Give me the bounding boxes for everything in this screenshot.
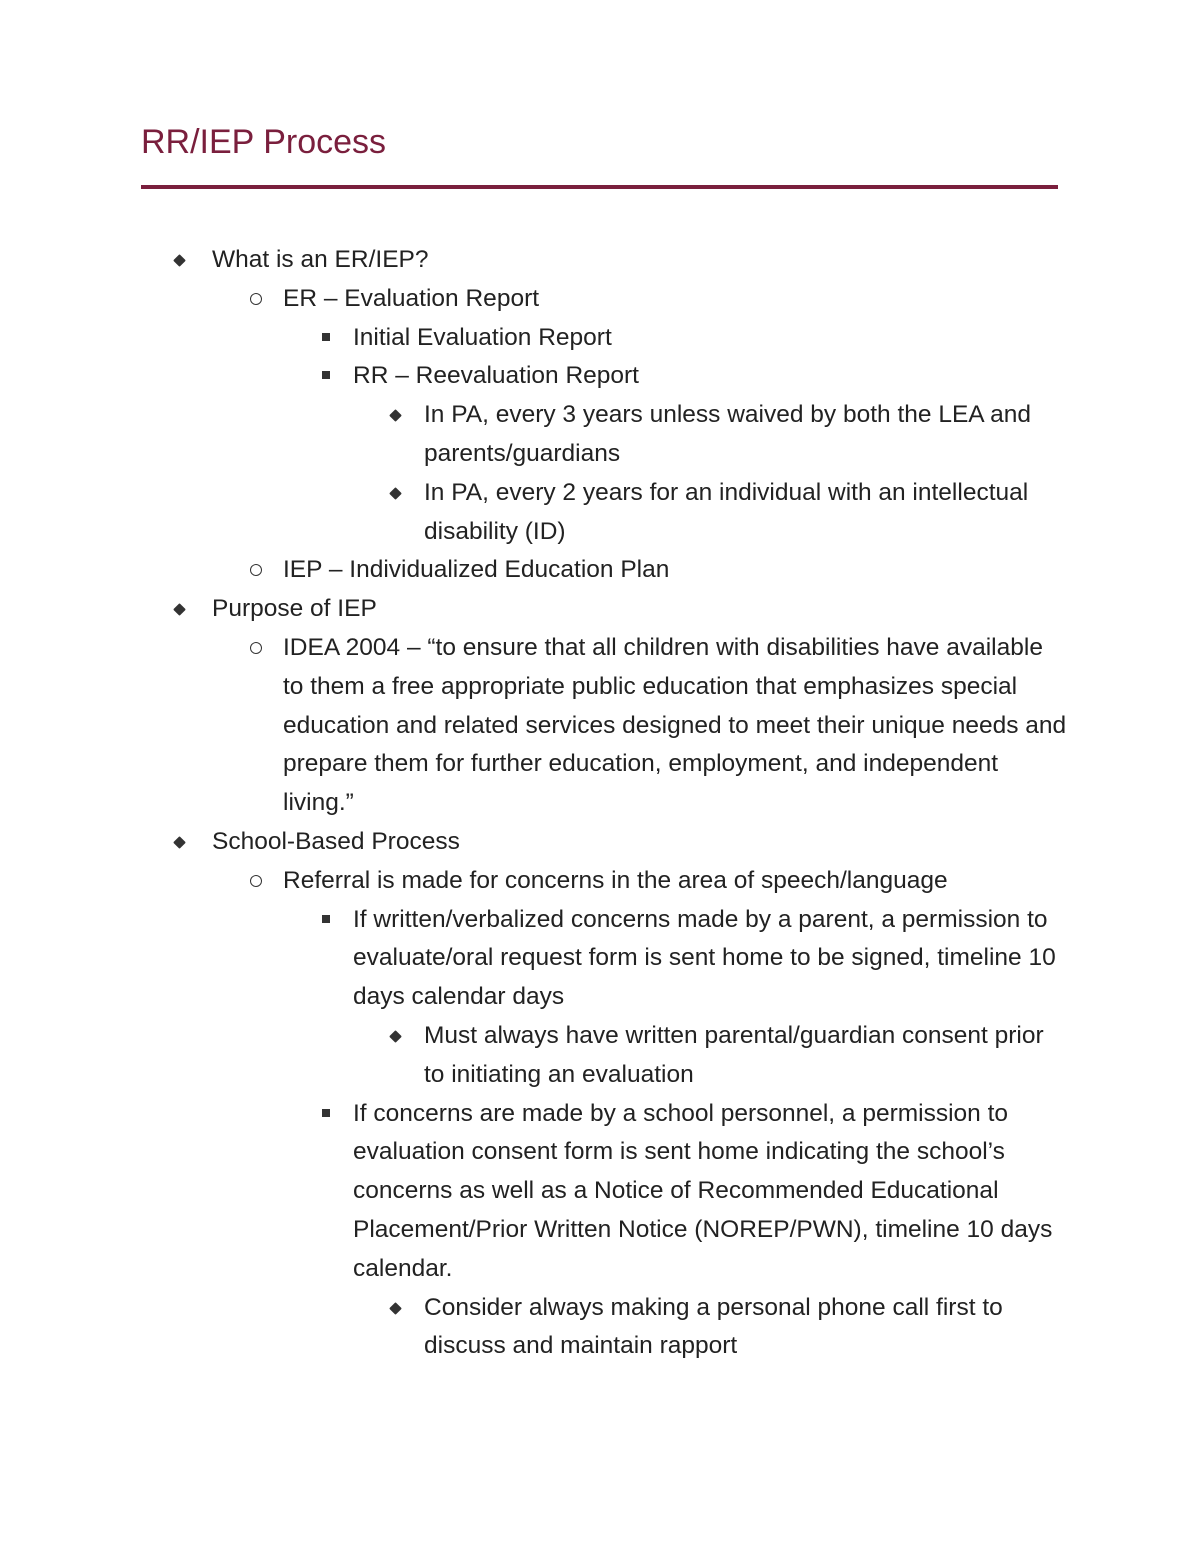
list-item-text: Referral is made for concerns in the area of speech/language xyxy=(283,866,948,894)
list-item xyxy=(0,396,1200,474)
list-item xyxy=(0,629,1200,823)
circle-bullet-icon xyxy=(248,862,272,901)
diamond-bullet-icon xyxy=(171,241,195,280)
title-rule xyxy=(141,185,1058,189)
list-item-text: What is an ER/IEP? xyxy=(212,246,429,273)
circle-bullet-icon xyxy=(248,629,272,668)
diamond-bullet-icon xyxy=(171,823,195,862)
list-item-text: IEP – Individualized Education Plan xyxy=(283,556,670,584)
list-item xyxy=(0,823,1200,862)
list-item xyxy=(0,474,1200,552)
list-item xyxy=(0,319,1200,358)
list-item-text: Purpose of IEP xyxy=(212,595,377,623)
list-item-text: Consider always making a personal phone call first to discuss and maintain rapport xyxy=(424,1293,1003,1360)
diamond-bullet-icon xyxy=(387,396,411,435)
diamond-bullet-icon xyxy=(171,590,195,629)
list-item xyxy=(0,1095,1200,1289)
list-item-text: School-Based Process xyxy=(212,827,460,855)
list-item xyxy=(0,357,1200,396)
list-item-text: If written/verbalized concerns made by a parent, a permission to evaluate/oral request form is sent home to be signed, timeline 10 days calendar days xyxy=(353,905,1056,1011)
list-item xyxy=(0,551,1200,590)
list-item xyxy=(0,862,1200,901)
list-item-text: If concerns are made by a school personnel, a permission to evaluation consent form is sent home indicating the school’s concerns as well as a Notice of Recommended Educational Placement/Prior Written Notice (NOREP/PWN), timeline 10 days calendar. xyxy=(353,1099,1053,1282)
diamond-bullet-icon xyxy=(387,474,411,513)
list-item xyxy=(0,241,1200,280)
list-item-text: Must always have written parental/guardian consent prior to initiating an evaluation xyxy=(424,1021,1044,1088)
page-title: RR/IEP Process xyxy=(141,123,387,161)
list-item-text: RR – Reevaluation Report xyxy=(353,362,639,390)
square-bullet-icon xyxy=(320,1095,344,1134)
list-item-text: ER – Evaluation Report xyxy=(283,284,540,312)
diamond-bullet-icon xyxy=(387,1017,411,1056)
circle-bullet-icon xyxy=(248,551,272,590)
outline-list xyxy=(0,241,1200,1366)
square-bullet-icon xyxy=(320,319,344,358)
list-item-text: IDEA 2004 – “to ensure that all children with disabilities have available to them a free appropriate public education that emphasizes special education and related services designed to meet their unique needs and prepare them for further education, employment, and independent living.” xyxy=(283,633,1067,817)
list-item xyxy=(0,1289,1200,1367)
list-item-text: In PA, every 3 years unless waived by both the LEA and parents/guardians xyxy=(424,401,1031,467)
list-item xyxy=(0,1017,1200,1095)
list-item xyxy=(0,590,1200,629)
square-bullet-icon xyxy=(320,357,344,396)
list-item xyxy=(0,280,1200,319)
list-item xyxy=(0,901,1200,1017)
list-item-text: Initial Evaluation Report xyxy=(353,323,612,351)
square-bullet-icon xyxy=(320,901,344,940)
diamond-bullet-icon xyxy=(387,1289,411,1328)
circle-bullet-icon xyxy=(248,280,272,319)
list-item-text: In PA, every 2 years for an individual with an intellectual disability (ID) xyxy=(424,478,1029,545)
